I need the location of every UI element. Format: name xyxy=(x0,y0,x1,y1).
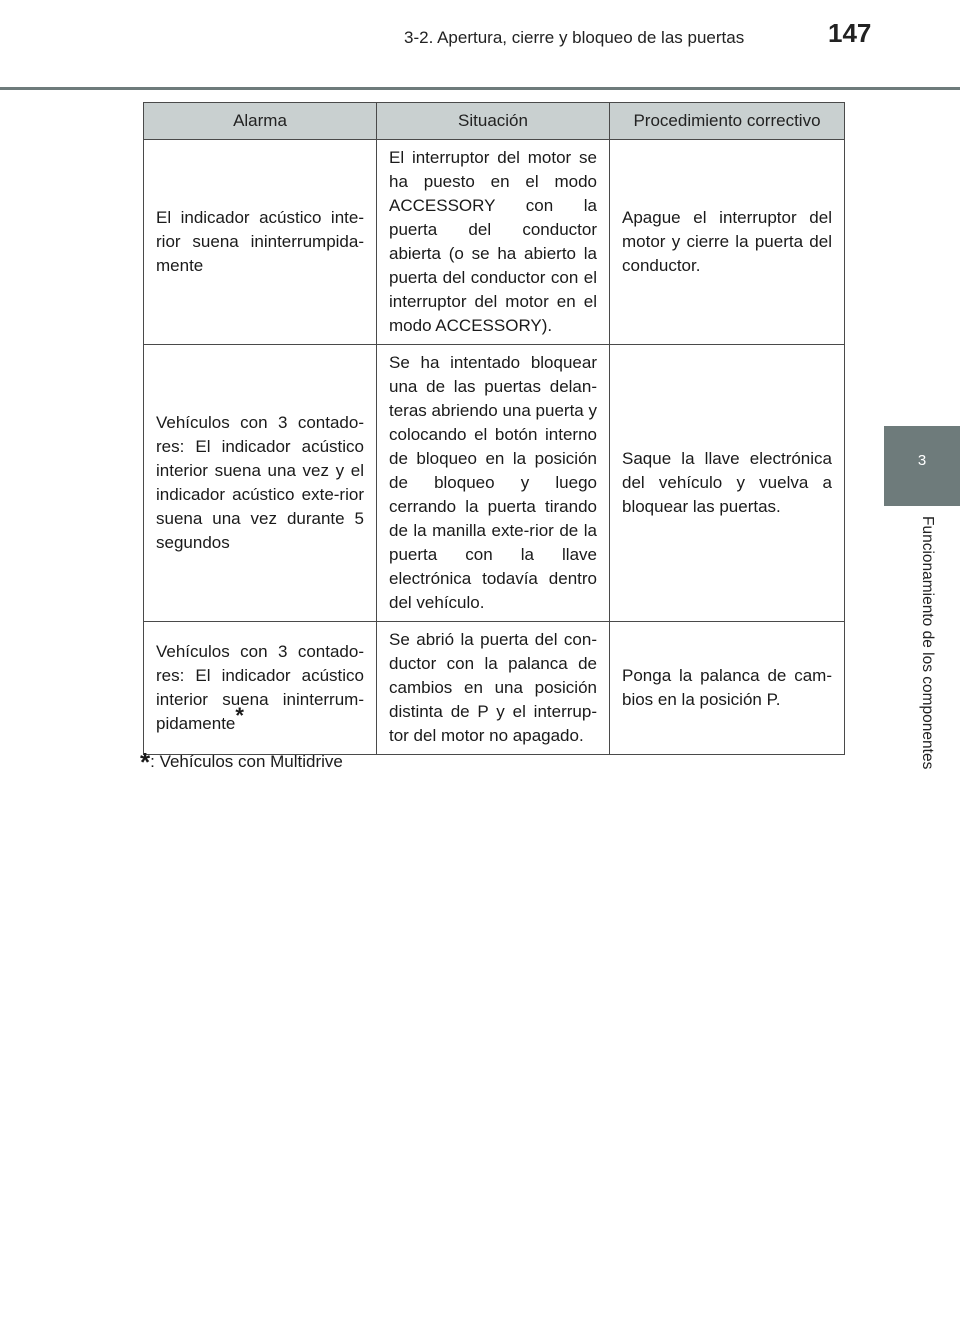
chapter-tab xyxy=(884,426,960,506)
procedimiento-text: Ponga la palanca de cam-bios en la posición P. xyxy=(622,666,832,709)
footnote-mark: * xyxy=(235,703,244,728)
situacion-cell xyxy=(377,622,610,755)
section-title: 3-2. Apertura, cierre y bloqueo de las puertas xyxy=(404,28,745,47)
alarma-text: Vehículos con 3 contado-res: El indicador acústico interior suena ininterrum-pidamente xyxy=(156,642,364,733)
alarma-cell xyxy=(144,140,377,345)
procedimiento-cell xyxy=(610,622,845,755)
alarma-text: El indicador acústico inte-rior suena ininterrumpida-mente xyxy=(156,208,364,275)
table-row xyxy=(144,345,845,622)
situacion-text: Se abrió la puerta del con-ductor con la palanca de cambios en una posición distinta de P y el interrup-tor del motor no apagado. xyxy=(389,630,597,745)
chapter-title: Funcionamiento de los componentes xyxy=(919,516,936,770)
alarma-text: Vehículos con 3 contado-res: El indicador acústico interior suena una vez y el indicador acústico exte-rior suena una vez durante 5 segundos xyxy=(156,413,364,552)
procedimiento-cell xyxy=(610,345,845,622)
procedimiento-cell xyxy=(610,140,845,345)
footnote xyxy=(140,747,343,777)
column-header-alarma: Alarma xyxy=(144,103,377,140)
alarma-cell xyxy=(144,345,377,622)
procedimiento-text: Apague el interruptor del motor y cierre la puerta del conductor. xyxy=(622,208,832,275)
footnote-star: * xyxy=(140,747,151,777)
alarma-cell xyxy=(144,622,377,755)
footnote-text: : Vehículos con Multidrive xyxy=(150,752,343,771)
procedimiento-text: Saque la llave electrónica del vehículo y vuelva a bloquear las puertas. xyxy=(622,449,832,516)
column-header-situacion: Situación xyxy=(377,103,610,140)
situacion-text: Se ha intentado bloquear una de las puertas delan-teras abriendo una puerta y colocando el botón interno de bloqueo en la posición de bloqueo y luego cerrando la puerta tirando de la manilla exte-rior de la puerta con la llave electrónica todavía dentro del vehículo. xyxy=(389,353,597,612)
situacion-cell xyxy=(377,345,610,622)
table-row xyxy=(144,622,845,755)
column-header-procedimiento: Procedimiento correctivo xyxy=(610,103,845,140)
table-row xyxy=(144,140,845,345)
table-header-row xyxy=(144,103,845,140)
header-divider xyxy=(0,87,960,90)
situacion-text: El interruptor del motor se ha puesto en el modo ACCESSORY con la puerta del conductor abierta (o se ha abierto la puerta del conductor con el interruptor del motor en el modo ACCESSORY). xyxy=(389,148,597,335)
alarm-table xyxy=(143,102,845,755)
page-number: 147 xyxy=(828,18,872,48)
situacion-cell xyxy=(377,140,610,345)
chapter-number: 3 xyxy=(917,452,927,469)
